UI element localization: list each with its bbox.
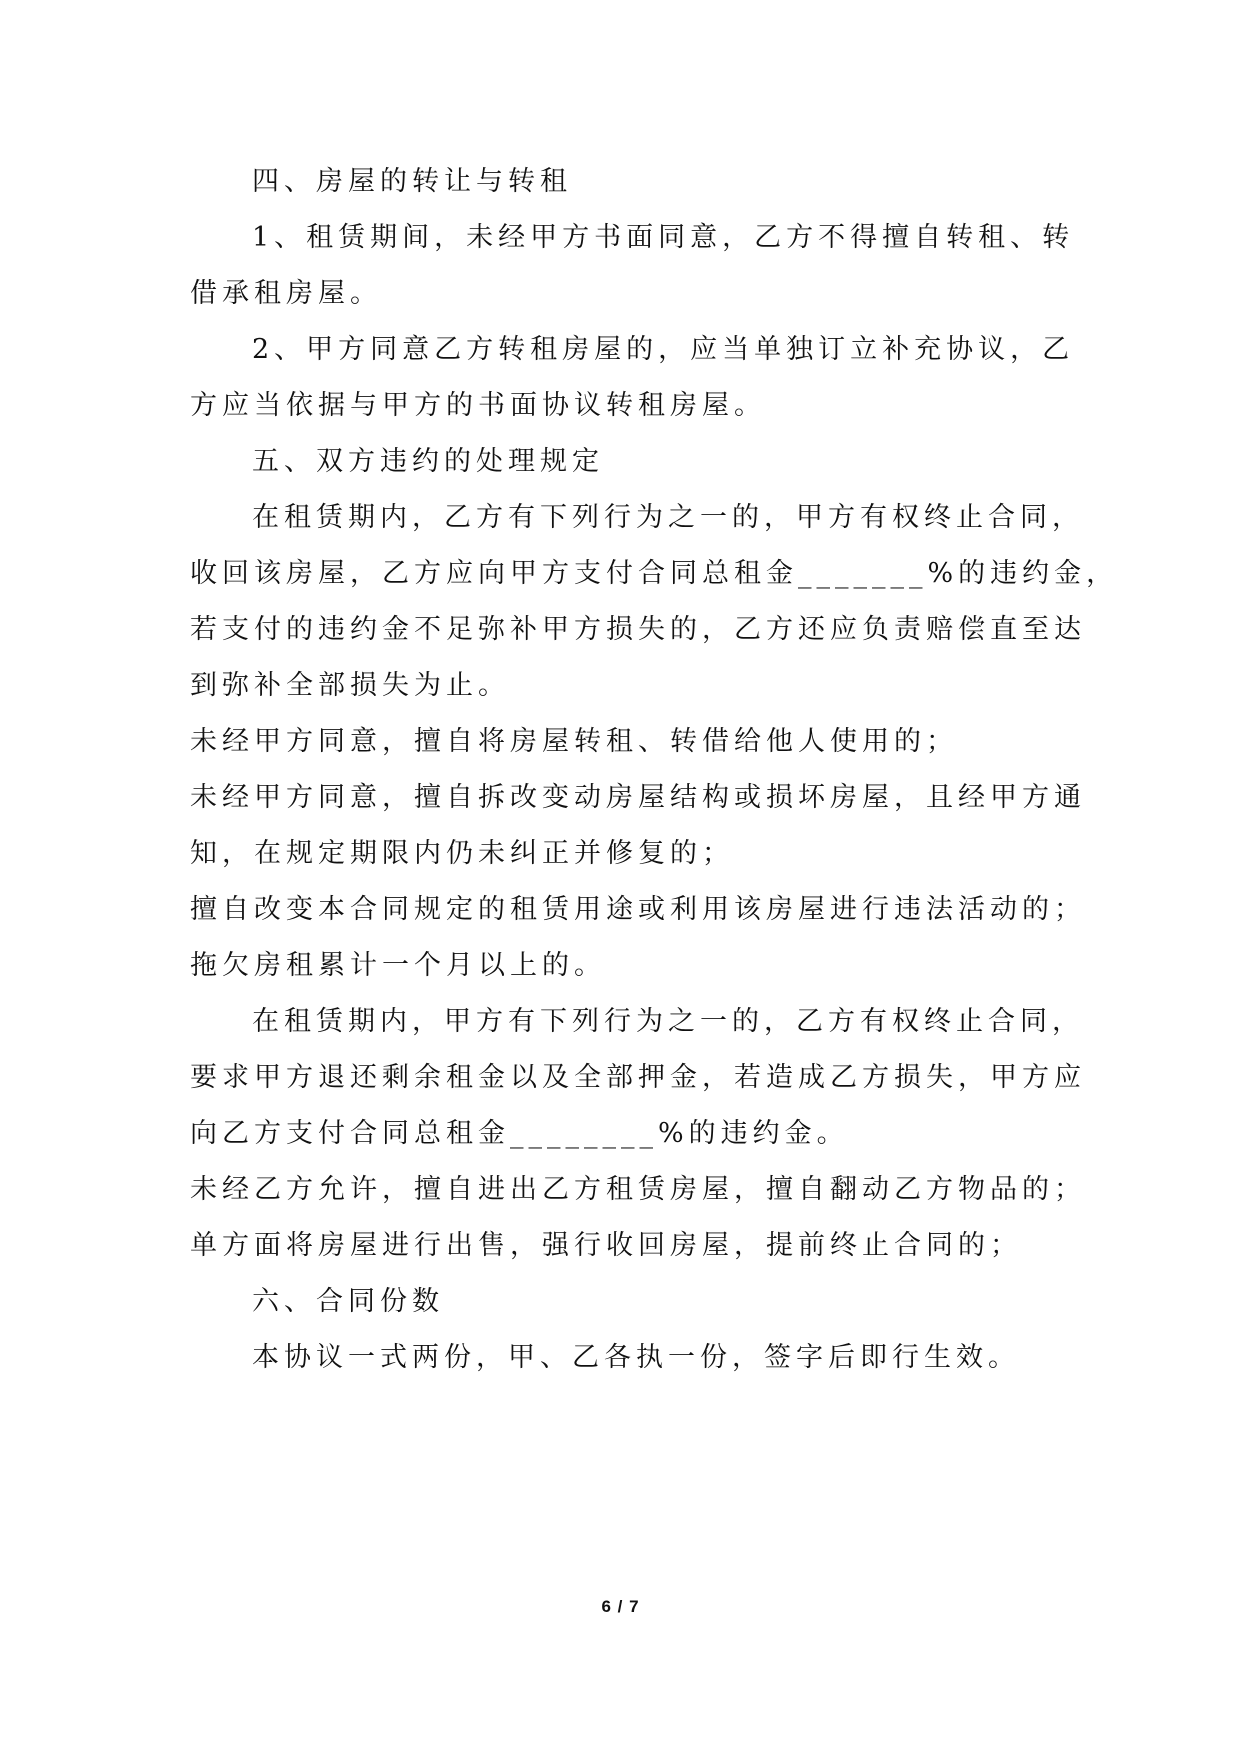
list-item: 知，在规定期限内仍未纠正并修复的； [190,838,734,869]
list-item: 未经乙方允许，擅自进出乙方租赁房屋，擅自翻动乙方物品的； [190,1174,1086,1205]
list-item: 单方面将房屋进行出售，强行收回房屋，提前终止合同的； [190,1230,1022,1261]
paragraph-line: 向乙方支付合同总租金________%的违约金。 [190,1118,849,1149]
section-heading: 五、双方违约的处理规定 [252,446,604,477]
list-item: 拖欠房租累计一个月以上的。 [190,950,606,981]
clause-1-line-1: 1、租赁期间，未经甲方书面同意，乙方不得擅自转租、转 [252,222,1075,253]
paragraph-line: 收回该房屋，乙方应向甲方支付合同总租金_______%的违约金， [190,558,1119,589]
paragraph-line: 到弥补全部损失为止。 [190,670,510,701]
page-number: 6 / 7 [601,1597,640,1616]
clause-1-line-2: 借承租房屋。 [190,278,382,309]
list-item: 未经甲方同意，擅自拆改变动房屋结构或损坏房屋，且经甲方通 [190,782,1086,813]
paragraph-line: 要求甲方退还剩余租金以及全部押金，若造成乙方损失，甲方应 [190,1062,1086,1093]
clause-2-line-1: 2、甲方同意乙方转租房屋的，应当单独订立补充协议，乙 [252,334,1075,365]
paragraph-line: 若支付的违约金不足弥补甲方损失的，乙方还应负责赔偿直至达 [190,614,1086,645]
section-heading: 四、房屋的转让与转租 [252,166,572,197]
paragraph-line: 在租赁期内，乙方有下列行为之一的，甲方有权终止合同， [252,502,1084,533]
section-heading: 六、合同份数 [252,1286,444,1317]
paragraph-line: 在租赁期内，甲方有下列行为之一的，乙方有权终止合同， [252,1006,1084,1037]
clause-2-line-2: 方应当依据与甲方的书面协议转租房屋。 [190,390,766,421]
list-item: 未经甲方同意，擅自将房屋转租、转借给他人使用的； [190,726,958,757]
list-item: 擅自改变本合同规定的租赁用途或利用该房屋进行违法活动的； [190,894,1086,925]
paragraph-line: 本协议一式两份，甲、乙各执一份，签字后即行生效。 [252,1342,1020,1373]
